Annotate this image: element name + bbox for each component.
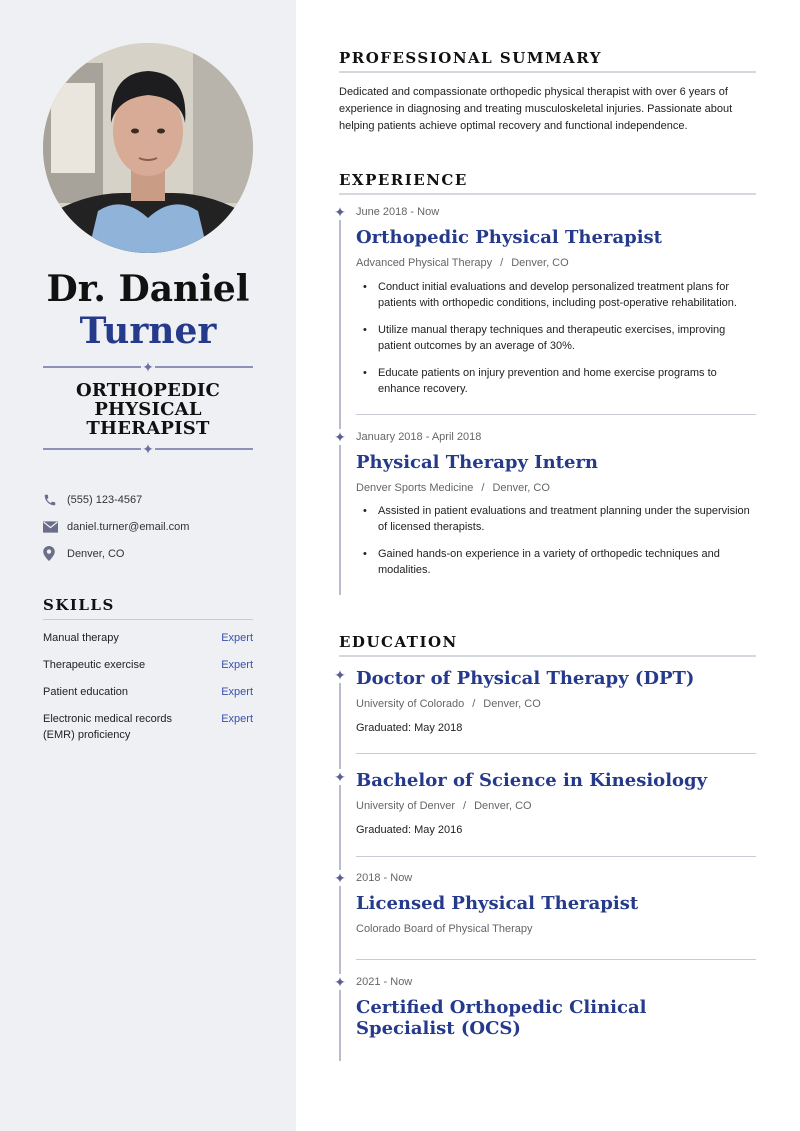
sidebar [0,0,296,1131]
item-divider [356,856,756,857]
separator: / [463,800,467,812]
experience-company [356,482,550,494]
contact-list [43,486,263,567]
skill-row [43,684,253,700]
skill-name: Patient education [43,686,129,698]
skills-list [43,630,253,754]
education-degree: Bachelor of Science in Kinesiology [356,770,708,791]
education-timeline [339,667,341,1061]
four-point-star-icon: ✦ [334,769,346,785]
four-point-star-icon: ✦ [334,974,346,990]
graduation-date: Graduated: May 2018 [356,722,463,734]
skill-level: Expert [221,686,253,698]
contact-location [43,540,263,567]
skill-name: Electronic medical records (EMR) proficiency [43,713,172,741]
skill-row [43,711,253,743]
bullet-item: • Gained hands-on experience in a variety of orthopedic techniques and modalities. [378,546,758,578]
education-school [356,698,541,710]
certification-date: 2021 - Now [356,976,413,988]
first-name: Dr. Daniel [46,268,250,310]
skills-divider [43,619,253,620]
phone-text[interactable]: (555) 123-4567 [67,493,143,506]
four-point-star-icon: ✦ [334,870,346,886]
experience-date: January 2018 - April 2018 [356,431,482,443]
graduation-date: Graduated: May 2016 [356,824,463,836]
education-degree: Doctor of Physical Therapy (DPT) [356,668,695,689]
four-point-star-icon: ✦ [334,667,346,683]
separator: / [481,482,485,494]
skill-level: Expert [221,713,253,725]
contact-email [43,513,263,540]
profile-photo [43,43,253,253]
skill-name: Manual therapy [43,632,119,644]
company-location: Denver, CO [511,257,569,269]
certification-date: 2018 - Now [356,872,413,884]
skill-level: Expert [221,632,253,644]
phone-icon [43,493,67,507]
skills-heading: SKILLS [43,596,115,614]
four-point-star-icon: ✦ [142,441,154,457]
item-divider [356,753,756,754]
bullet-item: • Educate patients on injury prevention and home exercise programs to enhance recovery. [378,365,758,397]
bullet-item: • Utilize manual therapy techniques and therapeutic exercises, improving patient outcomes by an average of 30%. [378,322,758,354]
skill-row [43,657,253,673]
job-title: ORTHOPEDIC PHYSICAL THERAPIST [75,380,220,439]
bullet-item: • Conduct initial evaluations and develop personalized treatment plans for patients with orthopedic conditions, including post-operative rehabilitation. [378,279,758,311]
summary-divider [339,71,756,73]
experience-company [356,257,569,269]
company-name: Advanced Physical Therapy [356,257,493,269]
company-location: Denver, CO [492,482,550,494]
experience-heading: EXPERIENCE [339,171,468,189]
skill-name: Therapeutic exercise [43,659,146,671]
certification-issuer: Colorado Board of Physical Therapy [356,923,533,935]
education-divider [339,655,756,657]
name-divider-top [43,359,253,375]
education-heading: EDUCATION [339,633,458,651]
experience-bullets [378,279,758,408]
item-divider [356,959,756,960]
email-icon [43,521,67,533]
location-pin-icon [43,546,67,561]
school-name: University of Colorado [356,698,465,710]
full-name [0,268,296,352]
school-location: Denver, CO [474,800,532,812]
email-text[interactable]: daniel.turner@email.com [67,520,190,533]
experience-bullets [378,503,758,589]
item-divider [356,414,756,415]
skill-row [43,630,253,646]
location-text: Denver, CO [67,547,125,560]
certification-name: Licensed Physical Therapist [356,893,639,914]
company-name: Denver Sports Medicine [356,482,474,494]
summary-text: Dedicated and compassionate orthopedic physical therapist with over 6 years of experience in diagnosing and treating musculoskeletal injuries. Passionate about helping patients achieve optimal recovery and functional independence. [339,86,733,132]
four-point-star-icon: ✦ [142,359,154,375]
four-point-star-icon: ✦ [334,429,346,445]
experience-timeline [339,205,341,595]
skill-level: Expert [221,659,253,671]
experience-role: Physical Therapy Intern [356,452,599,473]
experience-divider [339,193,756,195]
bullet-item: • Assisted in patient evaluations and treatment planning under the supervision of licensed therapists. [378,503,758,535]
four-point-star-icon: ✦ [334,204,346,220]
name-divider-bottom [43,441,253,457]
last-name: Turner [79,310,217,352]
summary-heading: PROFESSIONAL SUMMARY [339,49,602,67]
separator: / [500,257,504,269]
school-location: Denver, CO [483,698,541,710]
separator: / [472,698,476,710]
education-school [356,800,532,812]
experience-date: June 2018 - Now [356,206,440,218]
experience-role: Orthopedic Physical Therapist [356,227,662,248]
contact-phone [43,486,263,513]
school-name: University of Denver [356,800,456,812]
certification-name: Certified Orthopedic Clinical Specialist (OCS) [356,997,647,1039]
